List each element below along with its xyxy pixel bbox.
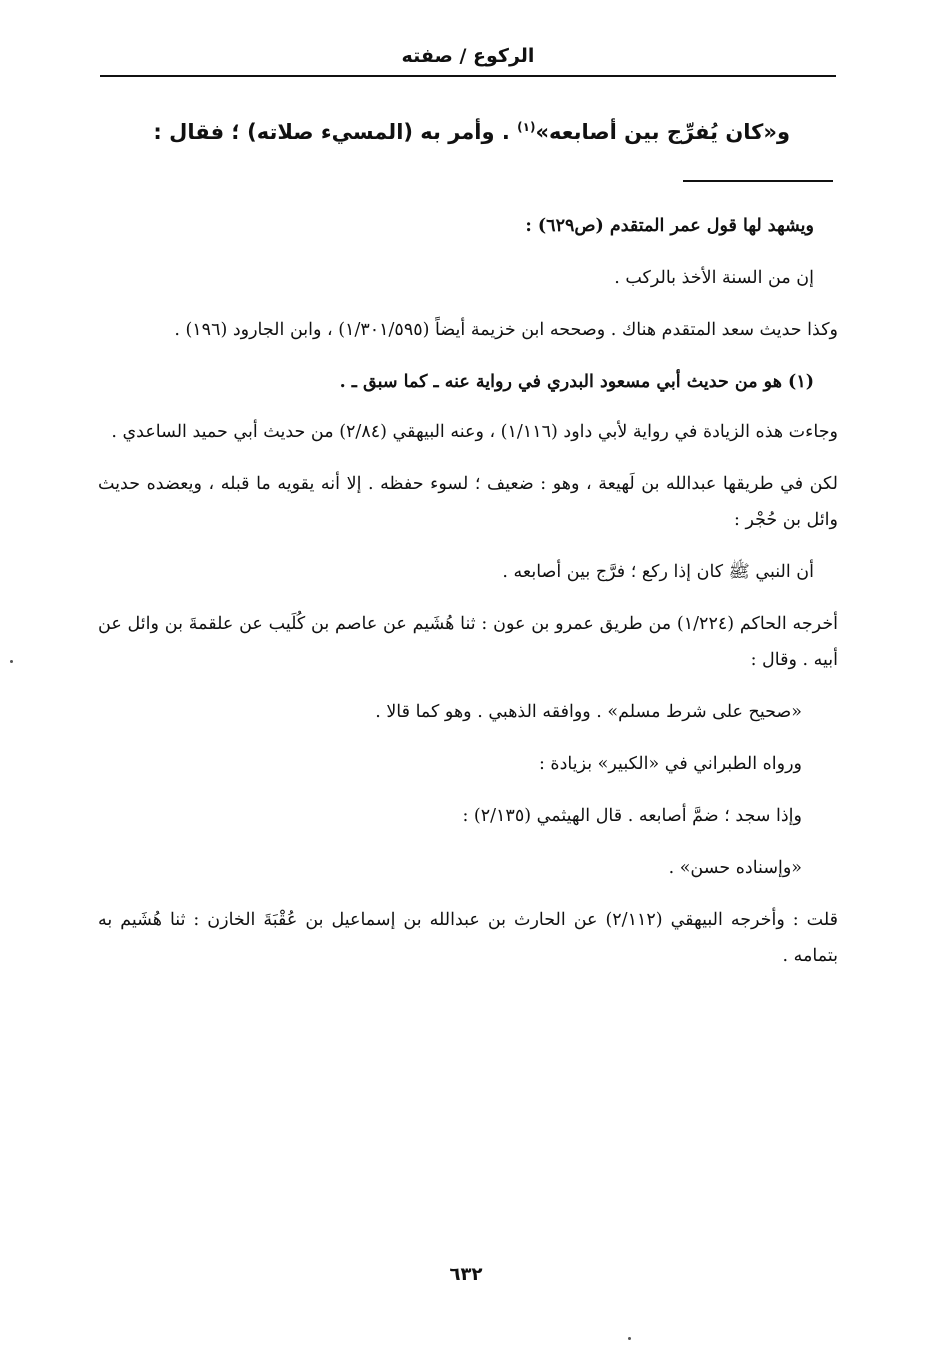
main-text-quote: و«كان يُفرِّج بين أصابعه» xyxy=(535,120,790,144)
footnote-paragraph: ويشهد لها قول عمر المتقدم (ص٦٢٩) : xyxy=(525,216,814,236)
footnote-paragraph: (١) هو من حديث أبي مسعود البدري في رواية عنه ـ كما سبق ـ . xyxy=(339,372,814,392)
footnote-paragraph: قلت : وأخرجه البيهقي (٢/١١٢) عن الحارث بن عبدالله بن إسماعيل بن عُقْبَةَ الخازن : ثنا هُشَيم به بتمامه . xyxy=(98,910,838,966)
footnotes xyxy=(98,208,838,990)
footnote-paragraph: وجاءت هذه الزيادة في رواية لأبي داود (١/١١٦) ، وعنه البيهقي (٢/٨٤) من حديث أبي حميد الساعدي . xyxy=(111,422,838,442)
main-text-continuation: . وأمر به (المسيء صلاته) ؛ فقال : xyxy=(153,120,518,144)
footnote-paragraph: «وإسناده حسن» . xyxy=(668,858,802,878)
footnote-paragraph: ورواه الطبراني في «الكبير» بزيادة : xyxy=(538,754,802,774)
footnote-marker[interactable]: (١) xyxy=(517,120,536,134)
footnote-paragraph: لكن في طريقها عبدالله بن لَهيعة ، وهو : ضعيف ؛ لسوء حفظه . إلا أنه يقويه ما قبله ، ويعضده حديث وائل بن حُجْر : xyxy=(98,474,838,530)
scan-speck xyxy=(10,660,13,663)
footnote-paragraph: إن من السنة الأخذ بالركب . xyxy=(614,268,814,288)
page-number: ٦٣٢ xyxy=(449,1264,483,1285)
footnote-paragraph: أن النبي ﷺ كان إذا ركع ؛ فرَّج بين أصابعه . xyxy=(502,562,814,582)
scan-speck xyxy=(628,1337,631,1340)
footnote-paragraph: «صحيح على شرط مسلم» . ووافقه الذهبي . وهو كما قالا . xyxy=(375,702,802,722)
footnote-separator xyxy=(683,180,833,182)
running-title: الركوع / صفته xyxy=(401,45,535,67)
main-text xyxy=(100,110,790,149)
footnote-paragraph: أخرجه الحاكم (١/٢٢٤) من طريق عمرو بن عون : ثنا هُشَيم عن عاصم بن كُلَيب عن علقمةَ بن وائل عن أبيه . وقال : xyxy=(98,614,838,670)
footnote-paragraph: وإذا سجد ؛ ضمَّ أصابعه . قال الهيثمي (٢/١٣٥) : xyxy=(462,806,802,826)
footnote-paragraph: وكذا حديث سعد المتقدم هناك . وصححه ابن خزيمة أيضاً (١/٣٠١/٥٩٥) ، وابن الجارود (١٩٦) . xyxy=(174,320,838,340)
header-rule xyxy=(100,75,836,77)
